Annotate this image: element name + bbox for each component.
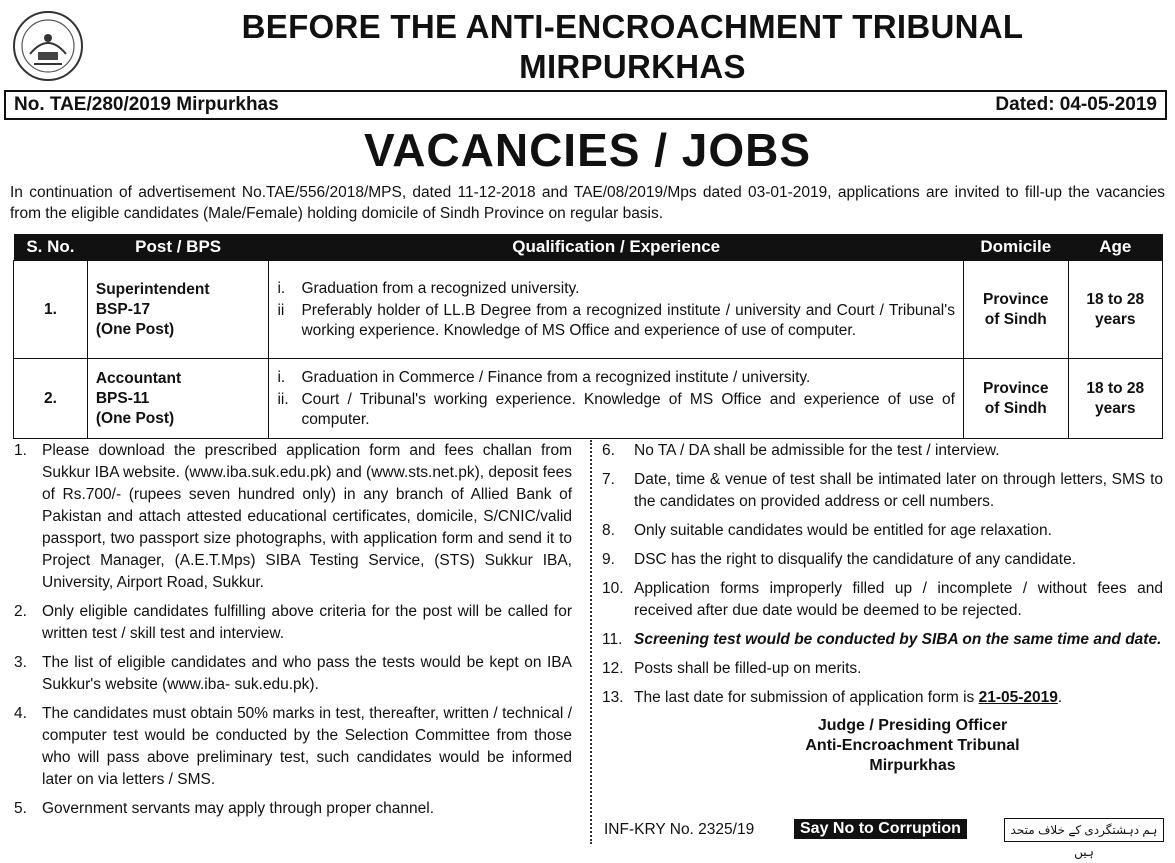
table-row [14, 359, 1163, 439]
row-qualification [269, 359, 964, 439]
list-item: 2. Only eligible candidates fulfilling above criteria for the post will be called for written test / skill test and interview. [14, 603, 572, 642]
col-header-sno: S. No. [14, 234, 88, 261]
last-date: 21-05-2019 [978, 689, 1058, 706]
header [0, 0, 1175, 88]
col-header-age: Age [1068, 234, 1162, 261]
list-item: 11. Screening test would be conducted by SIBA on the same time and date. [602, 631, 1162, 648]
vacancy-table [13, 234, 1163, 439]
col-header-post: Post / BPS [87, 234, 269, 261]
notes-left-column [14, 440, 572, 827]
post-title: Superintendent [95, 280, 210, 298]
signature-line: Anti-Encroachment Tribunal [805, 737, 1020, 754]
table-row [14, 261, 1163, 359]
qualification-item: ii. Court / Tribunal's working experience. Knowledge of MS Office and experience of use of computer. [277, 390, 955, 428]
row-qualification [269, 261, 964, 359]
list-item: 10. Application forms improperly filled up / incomplete / without fees and received after due date would be deemed to be rejected. [602, 580, 1163, 619]
col-header-domicile: Domicile [963, 234, 1068, 261]
signature-block [662, 716, 1163, 776]
vacancies-banner: VACANCIES / JOBS [363, 124, 812, 176]
intro-paragraph: In continuation of advertisement No.TAE/556/2018/MPS, dated 11-12-2018 and TAE/08/2019/Mps dated 03-01-2019, applications are invited to fill-up the vacancies from the eligible candidates (Male/Female) holding domicile of Sindh Province on regular basis. [10, 184, 1165, 222]
row-age: 18 to 28 years [1068, 359, 1162, 439]
row-post [87, 261, 269, 359]
reference-bar [4, 90, 1167, 120]
list-item: 3. The list of eligible candidates and who pass the tests would be kept on IBA Sukkur's website (www.iba- suk.edu.pk). [14, 654, 572, 693]
list-item: 9. DSC has the right to disqualify the candidature of any candidate. [602, 551, 1077, 568]
row-post [87, 359, 269, 439]
list-item: 1. Please download the prescribed application form and fees challan from Sukkur IBA website. (www.iba.suk.edu.pk) and (www.sts.net.pk), deposit fees of Rs.700/- (rupees seven hundred only) in any branch of Allied Bank of Pakistan and attach attested educational certificates, domicile, S/CNIC/valid passport, two passport size photographs, with application form and send it to Project Manager, (A.E.T.Mps) SIBA Testing Service, (STS) Sukkur IBA, University, Airport Road, Sukkur. [14, 442, 572, 591]
row-domicile: Province of Sindh [963, 261, 1068, 359]
table-header-row [14, 234, 1163, 261]
signature-line: Judge / Presiding Officer [817, 717, 1008, 734]
row-sno: 1. [14, 261, 88, 359]
col-header-qualification: Qualification / Experience [269, 234, 964, 261]
tribunal-title: BEFORE THE ANTI-ENCROACHMENT TRIBUNAL [241, 8, 1024, 45]
list-item: 6. No TA / DA shall be admissible for the test / interview. [602, 442, 1000, 459]
row-domicile: Province of Sindh [963, 359, 1068, 439]
inf-number: INF-KRY No. 2325/19 [604, 821, 755, 838]
post-count: (One Post) [95, 320, 175, 338]
post-title: Accountant [95, 369, 182, 387]
row-sno: 2. [14, 359, 88, 439]
signature-line: Mirpurkhas [869, 757, 956, 774]
list-item: 13. The last date for submission of application form is 21-05-2019. [602, 689, 1063, 706]
list-item: 12. Posts shall be filled-up on merits. [602, 660, 862, 677]
qualification-item: i. Graduation in Commerce / Finance from a recognized institute / university. [277, 368, 811, 386]
qualification-item: ii Preferably holder of LL.B Degree from a recognized institute / university and Court / Tribunal's working experience. Knowledge of MS Office and experience of use of computer. [277, 301, 955, 339]
tribunal-city: MIRPURKHAS [519, 48, 746, 85]
list-item: 8. Only suitable candidates would be entitled for age relaxation. [602, 522, 1052, 539]
list-item: 7. Date, time & venue of test shall be intimated later on through letters, SMS to the candidates on provided address or cell numbers. [602, 471, 1163, 510]
column-divider [590, 440, 592, 844]
government-seal-icon [10, 8, 86, 84]
post-bps: BPS-11 [95, 389, 150, 407]
list-item: 4. The candidates must obtain 50% marks in test, thereafter, written / technical / computer test would be conducted by the Selection Committee from those who will pass above preliminary test, such candidates would be informed later on via letters / SMS. [14, 705, 572, 788]
post-bps: BSP-17 [95, 300, 151, 318]
qualification-item: i. Graduation from a recognized university. [277, 279, 580, 297]
footer [604, 818, 1164, 859]
reference-date: Dated: 04-05-2019 [995, 94, 1157, 115]
reference-number: No. TAE/280/2019 Mirpurkhas [14, 94, 279, 115]
urdu-slogan: ہم دہشتگردی کے خلاف متحد ہیں [1004, 818, 1164, 842]
notes-right-column [602, 440, 1163, 776]
anti-corruption-badge: Say No to Corruption [794, 819, 967, 839]
row-age: 18 to 28 years [1068, 261, 1162, 359]
post-count: (One Post) [95, 409, 175, 427]
list-item: 5. Government servants may apply through proper channel. [14, 800, 435, 817]
